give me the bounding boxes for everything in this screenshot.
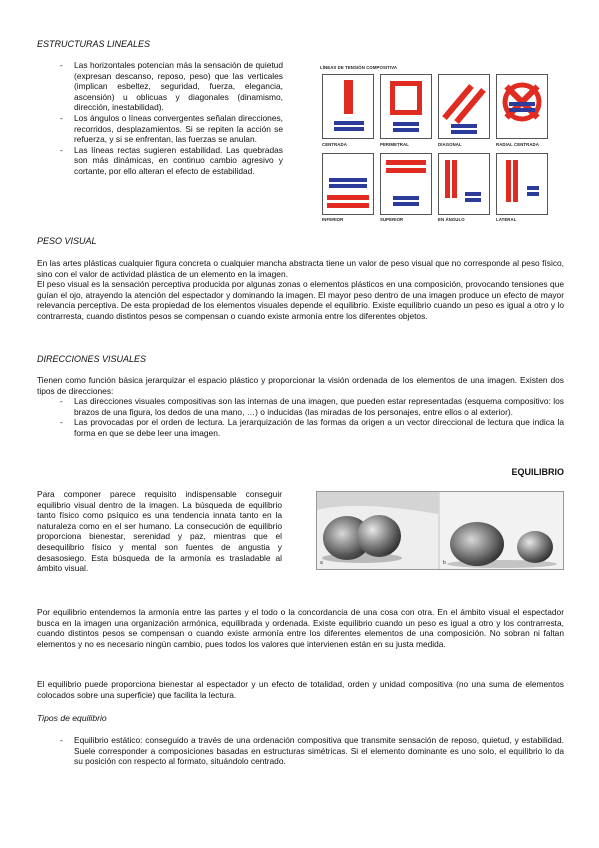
diagram-box-inferior: [322, 153, 374, 215]
tension-lines-diagram: [318, 62, 568, 227]
diagram-title: LÍNEAS DE TENSIÓN COMPOSITIVA: [320, 65, 398, 70]
diagram-box-diagonal: [438, 74, 490, 139]
section-title-peso: PESO VISUAL: [37, 236, 97, 246]
diagram-box-en-angulo: [438, 153, 490, 215]
diagram-box-superior: [380, 153, 432, 215]
en-angulo-figure: [439, 154, 489, 214]
direcciones-intro: Tienen como función básica jerarquizar el espacio plástico y proporcionar la visión ordenada de los elementos de una imagen. Existen dos tipos de direcciones:: [37, 375, 564, 396]
diagram-box-lateral: [496, 153, 548, 215]
equilibrio-paragraph-3: El equilibrio puede proporciona bienestar al espectador y un efecto de totalidad, orden y unidad compositiva (no una suma de elementos colocados sobre una superficie) que facilita la lectura.: [37, 679, 564, 700]
diagram-box-radial: [496, 74, 548, 139]
perimetral-figure: [381, 75, 431, 138]
section-title-lineales: ESTRUCTURAS LINEALES: [37, 39, 151, 49]
diagram-label-lateral: LATERAL: [496, 217, 517, 222]
diagram-label-perimetral: PERIMETRAL: [380, 142, 409, 147]
equilibrio-paragraph-2: Por equilibrio entendemos la armonía entre las partes y el todo o la concordancia de una cosa con otra. En el ámbito visual el espectador busca en la imagen una organización armónica, equilibrada y ordenada. Existe equilibrio cuando un peso es igual a otro y los contrarresta, cuando distintos pesos se compensan o cuando existe armonía entre los diferentes elementos de una composición. No sobran ni faltan elementos y no es necesario ningún cambio, pues todos los valores que intervienen están en su justa medida.: [37, 607, 564, 649]
centrada-figure: [323, 75, 373, 138]
section-title-equilibrio: EQUILIBRIO: [511, 467, 564, 477]
peso-paragraph-1: En las artes plásticas cualquier figura concreta o cualquier mancha abstracta tiene un valor de peso visual que no corresponde al peso físico, sino con el valor de actividad plástica de un elemento en la imagen.: [37, 258, 564, 279]
radial-figure: [497, 75, 547, 138]
superior-figure: [381, 154, 431, 214]
photo-label-a: a: [320, 560, 323, 566]
list-item: - Las horizontales potencian más la sensación de quietud (expresan descanso, reposo, peso) que las verticales (implican esbeltez, seguridad, fuerza, elegancia, ascensión) u oblicuas y diagonales (dinamismo, dirección, inestabilidad).: [60, 60, 283, 113]
apples-drawing: [317, 492, 563, 569]
diagram-label-centrada: CENTRADA: [322, 142, 347, 147]
lateral-figure: [497, 154, 547, 214]
tipos-list: [60, 735, 564, 767]
diagram-label-inferior: INFERIOR: [322, 217, 344, 222]
tipos-title: Tipos de equilibrio: [37, 713, 107, 723]
lineales-list: [60, 60, 283, 177]
list-item: - Los ángulos o líneas convergentes señalan direcciones, recorridos, desplazamientos. Si se repiten la acción se refuerza, y si se enfrentan, las fuerzas se anulan.: [60, 113, 283, 145]
list-item: - Las provocadas por el orden de lectura. La jerarquización de las formas da origen a un vector direccional de lectura que indica la forma en que se debe leer una imagen.: [60, 417, 564, 438]
diagram-label-diagonal: DIAGONAL: [438, 142, 462, 147]
peso-paragraph-2: El peso visual es la sensación perceptiva producida por algunas zonas o elementos plásticos en una composición, provocando tensiones que guían el ojo, atrayendo la atención del espectador y dominando la imagen. El mayor peso dentro de una imagen produce un efecto de mayor relevancia perceptiva. De esta propiedad de los elementos visuales depende el equilibrio. Existe equilibrio cuando un peso es igual a otro y lo contrarresta, cuando distintos pesos se compensan o cuando existe armonía entre los diferentes objetos.: [37, 279, 564, 321]
apples-photo: [316, 491, 564, 570]
equilibrio-paragraph-1: Para componer parece requisito indispensable conseguir equilibrio visual dentro de la imagen. La búsqueda de equilibrio tanto físico como psíquico es una tendencia innata tanto en la naturaleza como en el ser humano. La consecución de equilibrio proporciona bienestar, serenidad y paz, mientras que el desequilibrio físico y mental son fuentes de angustia y desasosiego. Esta búsqueda de la armonía es trasladable al ámbito visual.: [37, 489, 282, 574]
diagram-box-centrada: [322, 74, 374, 139]
diagram-label-en-angulo: EN ÁNGULO: [438, 217, 465, 222]
inferior-figure: [323, 154, 373, 214]
section-title-direcciones: DIRECCIONES VISUALES: [37, 354, 147, 364]
diagram-label-superior: SUPERIOR: [380, 217, 404, 222]
diagram-box-perimetral: [380, 74, 432, 139]
diagonal-figure: [439, 75, 489, 138]
diagram-label-radial: RADIAL CENTRADA: [496, 142, 539, 147]
list-item: - Las líneas rectas sugieren estabilidad. Las quebradas son más dinámicas, en continuo cambio agresivo y cortante, por ello alteran el efecto de estabilidad.: [60, 145, 283, 177]
list-item: - Equilibrio estático: conseguido a través de una ordenación compositiva que transmite sensación de reposo, quietud, y estabilidad. Suele corresponder a composiciones basadas en estructuras simétricas. Si el elemento dominante es uno solo, el equilibrio lo da su posición con respecto al formato, situándolo centrado.: [60, 735, 564, 767]
direcciones-list: [60, 396, 564, 438]
list-item: - Las direcciones visuales compositivas son las internas de una imagen, que pueden estar representadas (esquema compositivo: los brazos de una figura, los dedos de una mano, …) o inducidas (las miradas de los personajes, entre ellos o al exterior).: [60, 396, 564, 417]
photo-label-b: b: [443, 560, 446, 566]
